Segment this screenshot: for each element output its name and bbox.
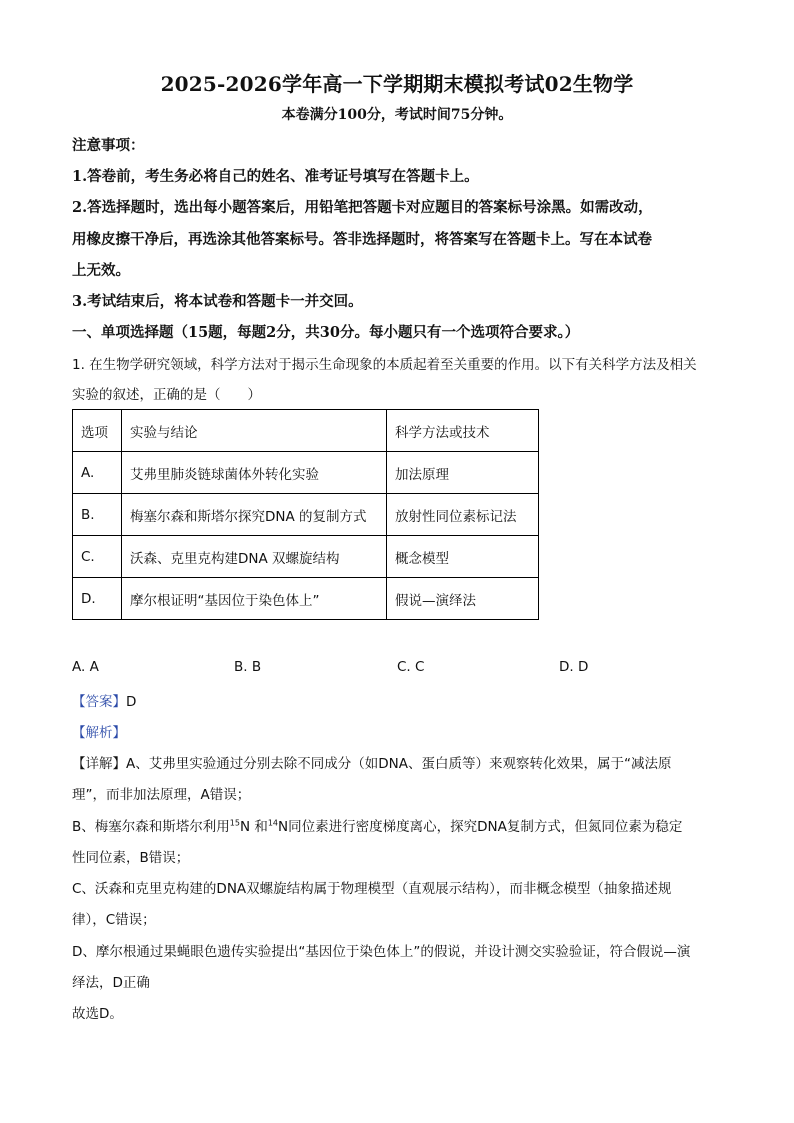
answer-value: D (126, 694, 137, 710)
table-row (73, 494, 539, 536)
table-row (73, 578, 539, 620)
table-cell: 假说—演绎法 (387, 578, 539, 620)
table-cell: 沃森、克里克构建DNA 双螺旋结构 (122, 536, 387, 578)
notice-line: 1.答卷前，考生务必将自己的姓名、准考证号填写在答题卡上。 (72, 168, 479, 185)
question-stem: 1. 在生物学研究领域，科学方法对于揭示生命现象的本质起着至关重要的作用。以下有关科学方法及相关 (72, 357, 697, 373)
table-header-cell: 实验与结论 (122, 410, 387, 452)
detail-label: 【详解】 (72, 756, 126, 772)
notice-line: 用橡皮擦干净后，再选涂其他答案标号。答非选择题时，将答案写在答题卡上。写在本试卷 (72, 231, 652, 248)
detail-line: C、沃森和克里克构建的DNA双螺旋结构属于物理模型（直观展示结构），而非概念模型（抽象描述规 (72, 881, 672, 897)
table-cell: C. (73, 536, 122, 578)
page-title: 2025-2026学年高一下学期期末模拟考试02生物学 (160, 72, 634, 96)
table-header-cell: 选项 (73, 410, 122, 452)
page-subtitle: 本卷满分100分，考试时间75分钟。 (281, 107, 513, 123)
table-cell: 艾弗里肺炎链球菌体外转化实验 (122, 452, 387, 494)
detail-line: 故选D。 (72, 1006, 123, 1022)
options-table (72, 409, 539, 620)
isotope-sup: 15 (229, 818, 240, 828)
detail-text: A、艾弗里实验通过分别去除不同成分（如DNA、蛋白质等）来观察转化效果，属于“减法原 (126, 756, 672, 772)
table-cell: 梅塞尔森和斯塔尔探究DNA 的复制方式 (122, 494, 387, 536)
question-stem: 实验的叙述，正确的是（ ） (72, 387, 261, 403)
analysis-label-text: 【解析】 (72, 725, 126, 741)
isotope-sup: 14 (267, 818, 279, 828)
choice-b: B. B (234, 659, 262, 675)
section-heading: 一、单项选择题（15题，每题2分，共30分。每小题只有一个选项符合要求。） (72, 324, 580, 341)
table-header-cell: 科学方法或技术 (387, 410, 539, 452)
table-cell: 放射性同位素标记法 (387, 494, 539, 536)
detail-b-text: N同位素进行密度梯度离心，探究DNA复制方式，但氮同位素为稳定 (278, 819, 683, 835)
detail-line: D、摩尔根通过果蝇眼色遗传实验提出“基因位于染色体上”的假说，并设计测交实验验证，符合假说—演 (72, 944, 691, 960)
table-cell: D. (73, 578, 122, 620)
notice-line: 上无效。 (72, 262, 130, 279)
notice-line: 3.考试结束后，将本试卷和答题卡一并交回。 (72, 293, 363, 310)
table-header-row (73, 410, 539, 452)
detail-b-text: N 和 (239, 819, 268, 835)
detail-line: 性同位素，B错误； (72, 850, 190, 866)
choice-d: D. D (559, 659, 589, 675)
notice-heading: 注意事项： (72, 137, 145, 154)
table-cell: B. (73, 494, 122, 536)
detail-line: 绎法，D正确 (72, 975, 150, 991)
detail-line-b (72, 815, 722, 835)
table-cell: 加法原理 (387, 452, 539, 494)
detail-line: 律），C错误； (72, 912, 156, 928)
table-row (73, 452, 539, 494)
answer-line (72, 690, 722, 710)
answer-choices (72, 659, 722, 677)
table-cell: A. (73, 452, 122, 494)
detail-line: 理”，而非加法原理，A错误； (72, 787, 251, 803)
table-cell: 概念模型 (387, 536, 539, 578)
choice-c: C. C (397, 659, 425, 675)
detail-b-text: B、梅塞尔森和斯塔尔利用 (72, 819, 230, 835)
answer-label: 【答案】 (72, 694, 126, 710)
detail-line (72, 752, 722, 772)
notice-line: 2.答选择题时，选出每小题答案后，用铅笔把答题卡对应题目的答案标号涂黑。如需改动， (72, 199, 653, 216)
table-row (73, 536, 539, 578)
choice-a: A. A (72, 659, 99, 675)
analysis-label (72, 721, 722, 741)
table-cell: 摩尔根证明“基因位于染色体上” (122, 578, 387, 620)
